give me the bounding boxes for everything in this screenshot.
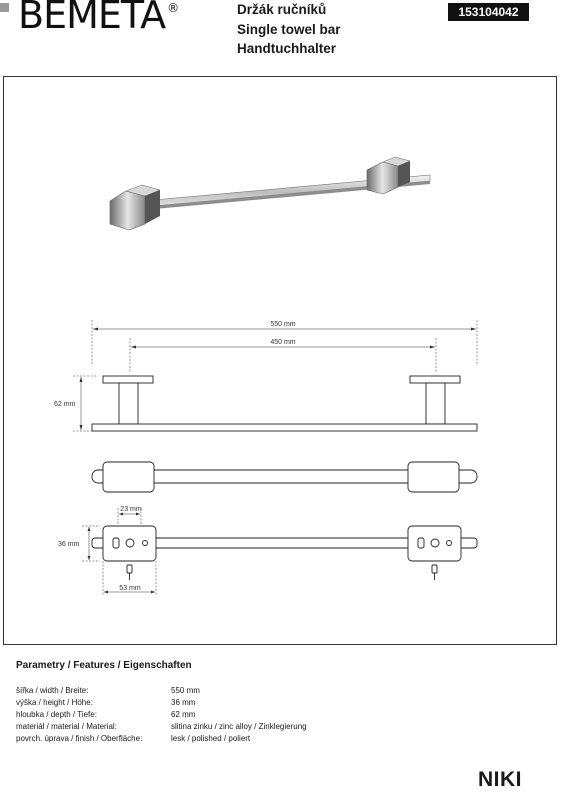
title-german: Handtuchhalter: [237, 41, 337, 56]
depth-label: 62 mm: [54, 401, 76, 408]
param-label: šířka / width / Breite:: [16, 686, 89, 695]
param-label: povrch. úprava / finish / Oberfläche:: [16, 734, 143, 743]
product-illustration: [110, 157, 430, 230]
param-value: lesk / polished / poliert: [171, 734, 251, 743]
param-label: výška / height / Höhe:: [16, 698, 93, 707]
param-value: 62 mm: [171, 710, 196, 719]
param-value: slitina zinku / zinc alloy / Zinklegierung: [171, 722, 307, 731]
param-label: materiál / material / Material:: [16, 722, 117, 731]
brand-name: BEMETA: [18, 0, 166, 37]
product-code-badge: 153104042: [448, 3, 529, 21]
hole-spacing-label: 23 mm: [120, 506, 142, 513]
param-label: hloubka / depth / Tiefe:: [16, 710, 97, 719]
mount-spacing-label: 450 mm: [270, 339, 296, 346]
front-view: [92, 376, 477, 431]
registered-mark: ®: [167, 1, 180, 15]
title-english: Single towel bar: [237, 21, 341, 37]
top-view: [92, 462, 477, 492]
parameters-heading: Parametry / Features / Eigenschaften: [16, 660, 192, 671]
overall-length-label: 550 mm: [270, 321, 296, 328]
height-label: 36 mm: [58, 541, 80, 548]
mount-view: [92, 526, 477, 580]
series-name: NIKI: [478, 768, 522, 791]
param-value: 550 mm: [171, 686, 200, 695]
param-value: 36 mm: [171, 698, 196, 707]
base-width-label: 53 mm: [119, 585, 141, 592]
title-czech: Držák ručníků: [237, 2, 327, 17]
